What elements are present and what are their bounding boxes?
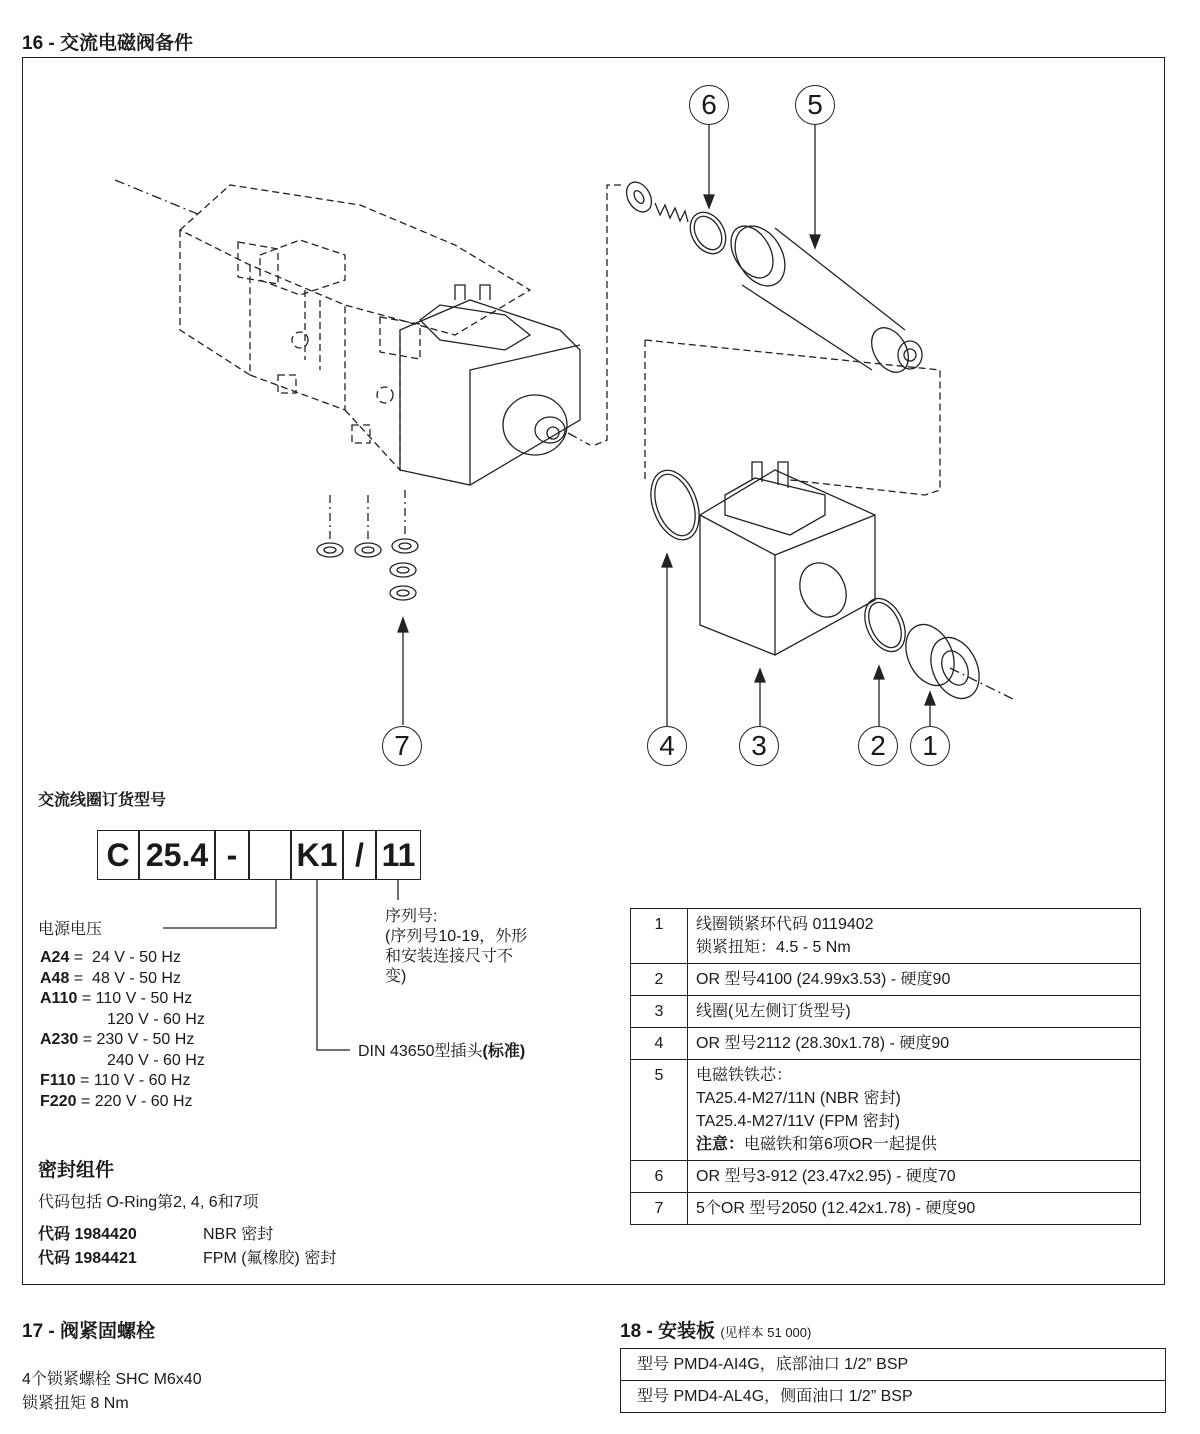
table-row [621, 1349, 1166, 1381]
voltage-row: A230 = 230 V - 50 Hz [40, 1031, 195, 1048]
part-desc: 5个OR 型号2050 (12.42x1.78) - 硬度90 [688, 1193, 1141, 1225]
part-desc: 线圈(见左侧订货型号) [688, 996, 1141, 1028]
table-row [631, 964, 1141, 996]
seal-kit-desc: 代码包括 O-Ring第2, 4, 6和7项 [38, 1194, 259, 1211]
parts-table [630, 908, 1141, 1225]
part-desc: 电磁铁铁芯： TA25.4-M27/11N (NBR 密封) TA25.4-M27/11V (FPM 密封) 注意：电磁铁和第6项OR一起提供 [688, 1060, 1141, 1161]
seal-kit-code: 代码 1984421 [38, 1250, 137, 1267]
din-plug-label: DIN 43650型插头(标准) [358, 1043, 526, 1060]
part-number: 2 [631, 964, 688, 996]
bolt-spec: 4个锁紧螺栓 SHC M6x40 [22, 1371, 202, 1388]
part-desc: OR 型号2112 (28.30x1.78) - 硬度90 [688, 1028, 1141, 1060]
plate-row: 型号 PMD4-AL4G，侧面油口 1/2” BSP [621, 1381, 1166, 1413]
callout-6: 6 [689, 85, 729, 125]
part-number: 4 [631, 1028, 688, 1060]
bolt-torque: 锁紧扭矩 8 Nm [22, 1395, 129, 1412]
order-code-box: / [343, 830, 376, 880]
table-row [631, 1193, 1141, 1225]
table-row [631, 1161, 1141, 1193]
part-number: 5 [631, 1060, 688, 1161]
voltage-row: F220 = 220 V - 60 Hz [40, 1092, 193, 1110]
seal-kit-type: NBR 密封 [203, 1226, 274, 1243]
callout-4: 4 [647, 726, 687, 766]
voltage-list [40, 948, 205, 1112]
part-number: 6 [631, 1161, 688, 1193]
order-code-box: - [215, 830, 249, 880]
part-desc: 线圈锁紧环代码 0119402 锁紧扭矩：4.5 - 5 Nm [688, 909, 1141, 964]
voltage-row: 240 V - 60 Hz [107, 1051, 205, 1069]
callout-5: 5 [795, 85, 835, 125]
part-number: 1 [631, 909, 688, 964]
table-row [631, 1060, 1141, 1161]
callout-1: 1 [910, 726, 950, 766]
mounting-plate-table [620, 1348, 1166, 1413]
voltage-row: A48 = 48 V - 50 Hz [40, 969, 181, 987]
part-desc: OR 型号3-912 (23.47x2.95) - 硬度70 [688, 1161, 1141, 1193]
order-code-box: K1 [291, 830, 343, 880]
order-code-box: 11 [376, 830, 421, 880]
section-18-title: 18 - 安装板 (见样本 51 000) [620, 1321, 812, 1342]
order-code-box: C [97, 830, 139, 880]
coil-order-heading: 交流线圈订货型号 [38, 792, 167, 809]
plate-row: 型号 PMD4-AI4G，底部油口 1/2” BSP [621, 1349, 1166, 1381]
serial-note: 序列号: (序列号10-19，外形 和安装连接尺寸不 变) [385, 908, 528, 985]
voltage-row: A110 = 110 V - 50 Hz [40, 990, 193, 1007]
part-number: 3 [631, 996, 688, 1028]
part-number: 7 [631, 1193, 688, 1225]
table-row [631, 1028, 1141, 1060]
seal-kit-heading: 密封组件 [38, 1160, 115, 1181]
table-row [631, 909, 1141, 964]
voltage-label: 电源电压 [38, 921, 103, 938]
table-row [621, 1381, 1166, 1413]
part-desc: OR 型号4100 (24.99x3.53) - 硬度90 [688, 964, 1141, 996]
order-code-box: 25.4 [139, 830, 215, 880]
callout-3: 3 [739, 726, 779, 766]
seal-kit-type: FPM (氟橡胶) 密封 [203, 1250, 337, 1267]
callout-7: 7 [382, 726, 422, 766]
voltage-row: A24 = 24 V - 50 Hz [40, 949, 181, 966]
section-17-title: 17 - 阀紧固螺栓 [22, 1321, 156, 1342]
seal-kit-code: 代码 1984420 [38, 1226, 137, 1243]
voltage-row: F110 = 110 V - 60 Hz [40, 1072, 191, 1089]
voltage-row: 120 V - 60 Hz [107, 1010, 205, 1028]
section-16-title: 16 - 交流电磁阀备件 [22, 33, 194, 54]
order-code-box-voltage [249, 830, 291, 880]
callout-2: 2 [858, 726, 898, 766]
table-row [631, 996, 1141, 1028]
